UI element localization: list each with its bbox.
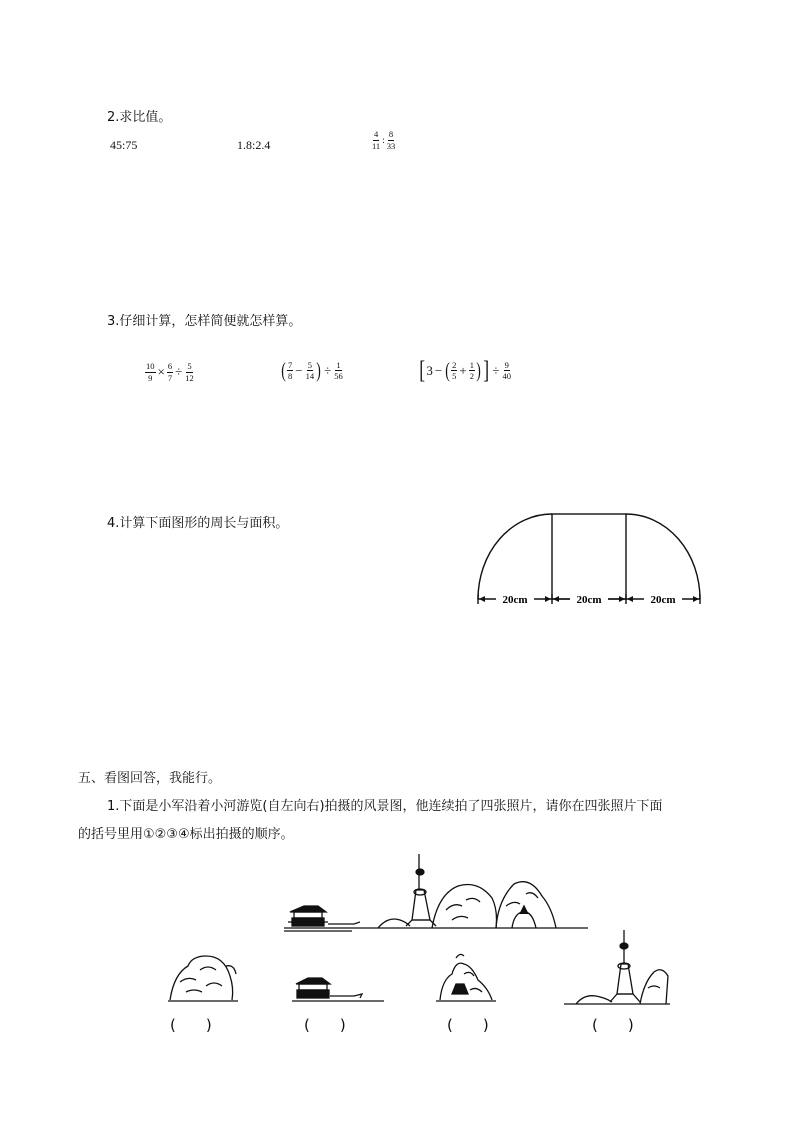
answer-blank-3[interactable]: ( )	[447, 1016, 489, 1034]
answer-blank-2[interactable]: ( )	[304, 1016, 346, 1034]
dimension-label-2: 20cm	[576, 594, 602, 606]
answer-blank-4[interactable]: ( )	[592, 1016, 634, 1034]
q4-title: 4.计算下面图形的周长与面积。	[107, 516, 289, 531]
ratio-2: 1.8:2.4	[237, 138, 271, 152]
middle-rectangle	[552, 514, 626, 599]
right-arc	[626, 514, 700, 599]
photo-2-pavilion	[290, 972, 386, 1008]
photo-3-rocks	[434, 950, 498, 1006]
composite-figure	[470, 508, 710, 612]
section-5-q1-line1: 1.下面是小军沿着小河游览(自左向右)拍摄的风景图，他连续拍了四张照片，请你在四张照片下面	[107, 799, 663, 814]
riverside-panorama-illustration	[282, 850, 592, 936]
ratio-3: $\frac{4}{11}$ : $\frac{8}{33}$	[372, 129, 396, 151]
dimension-label-3: 20cm	[650, 594, 676, 606]
left-arc	[478, 514, 552, 599]
section-5-heading: 五、看图回答，我能行。	[78, 771, 222, 786]
ratio-1: 45:75	[110, 138, 138, 152]
dimension-label-1: 20cm	[502, 594, 528, 606]
expression-3: [ 3 − ( $\frac{2}{5}$ + $\frac{1}{2}$ ) ] ÷ $\frac{9}{40}$	[419, 357, 511, 384]
expression-1: $\frac{10}{9}$ × $\frac{6}{7}$ ÷ $\frac{5}{12}$	[146, 361, 194, 383]
section-5-q1-line2: 的括号里用①②③④标出拍摄的顺序。	[78, 827, 294, 842]
photo-4-tower	[562, 928, 674, 1010]
expression-2: ( $\frac{7}{8}$ − $\frac{5}{14}$ ) ÷ $\frac{1}{56}$	[281, 358, 343, 382]
answer-blank-1[interactable]: ( )	[170, 1016, 212, 1034]
q2-title: 2.求比值。	[107, 110, 172, 125]
q3-title: 3.仔细计算，怎样简便就怎样算。	[107, 314, 302, 329]
photo-1-mountain	[166, 950, 240, 1006]
